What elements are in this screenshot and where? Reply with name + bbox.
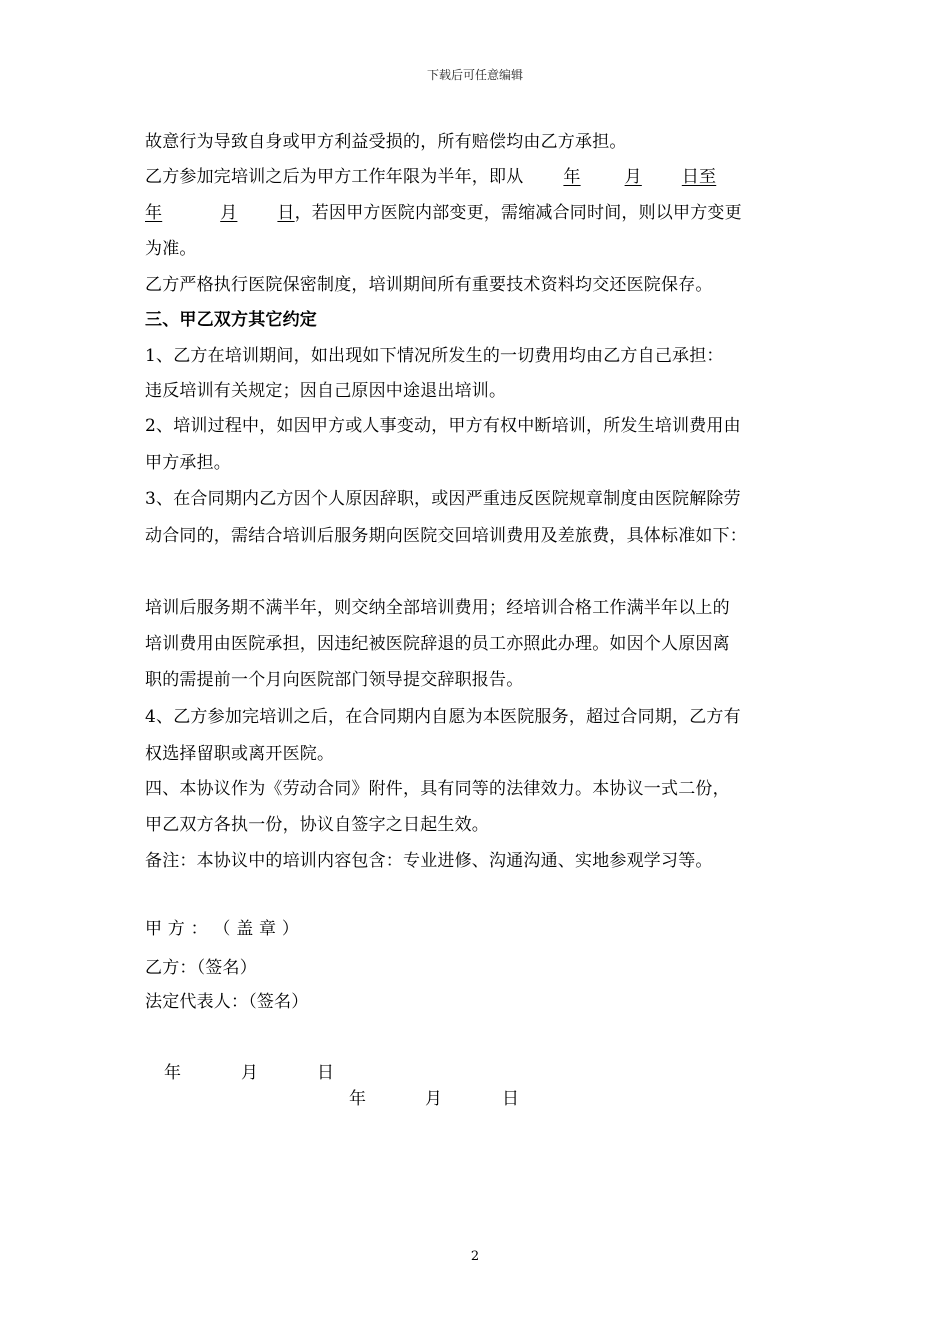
page-number: 2 [470,1249,480,1264]
blank-year-label: 年 [563,167,581,187]
section-heading: 三、甲乙双方其它约定 [145,310,317,330]
paragraph-line: 四、本协议作为《劳动合同》附件，具有同等的法律效力。本协议一式二份， [145,779,730,799]
line-text: 乙方参加完培训之后为甲方工作年限为半年，即从 [145,167,524,187]
paragraph-line: 4、乙方参加完培训之后，在合同期内自愿为本医院服务，超过合同期，乙方有 [145,707,741,727]
paragraph-line: 培训费用由医院承担，因违纪被医院辞退的员工亦照此办理。如因个人原因离 [145,634,730,654]
line-text: ，若因甲方医院内部变更，需缩减合同时间，则以甲方变更 [294,203,742,223]
paragraph-line: 乙方严格执行医院保密制度，培训期间所有重要技术资料均交还医院保存。 [145,275,713,295]
paragraph-line: 甲乙双方各执一份，协议自签字之日起生效。 [145,815,489,835]
page-header: 下载后可任意编辑 [426,68,523,82]
party-a-signature: 甲 方 ： （ 盖 章 ） [145,919,300,939]
blank-month-label: 月 [624,167,642,187]
date-year-label: 年 [164,1063,181,1083]
party-b-signature: 乙方：（签名） [145,958,257,978]
paragraph-line: 3、在合同期内乙方因个人原因辞职，或因严重违反医院规章制度由医院解除劳 [145,489,741,509]
date-day-label: 日 [502,1089,519,1109]
date-blank-start [523,167,754,187]
date-year-label: 年 [349,1089,366,1109]
blank-day-label: 日至 [681,167,717,187]
paragraph-line-with-date-blanks [145,162,754,187]
paragraph-line: 1、乙方在培训期间，如出现如下情况所发生的一切费用均由乙方自己承担： [145,346,724,366]
paragraph-line: 违反培训有关规定；因自己原因中途退出培训。 [145,381,507,401]
paragraph-line: 备注：本协议中的培训内容包含：专业进修、沟通沟通、实地参观学习等。 [145,851,713,871]
date-month-label: 月 [425,1089,442,1109]
paragraph-line: 2、培训过程中，如因甲方或人事变动，甲方有权中断培训，所发生培训费用由 [145,416,741,436]
paragraph-line: 培训后服务期不满半年，则交纳全部培训费用；经培训合格工作满半年以上的 [145,598,730,618]
date-blank-end [145,203,295,223]
paragraph-line: 权选择留职或离开医院。 [145,744,335,764]
paragraph-line: 动合同的，需结合培训后服务期向医院交回培训费用及差旅费，具体标准如下： [145,526,747,546]
paragraph-line-with-date-blanks [145,198,742,223]
legal-rep-signature: 法定代表人：（签名） [145,992,309,1012]
date-day-label: 日 [317,1063,334,1083]
date-month-label: 月 [241,1063,258,1083]
paragraph-line: 职的需提前一个月向医院部门领导提交辞职报告。 [145,670,524,690]
paragraph-line: 故意行为导致自身或甲方利益受损的，所有赔偿均由乙方承担。 [145,132,627,152]
blank-year-label: 年 [145,203,163,223]
paragraph-line: 甲方承担。 [145,453,231,473]
blank-month-label: 月 [220,203,238,223]
blank-day-label: 日 [277,203,295,223]
paragraph-line: 为准。 [145,239,197,259]
